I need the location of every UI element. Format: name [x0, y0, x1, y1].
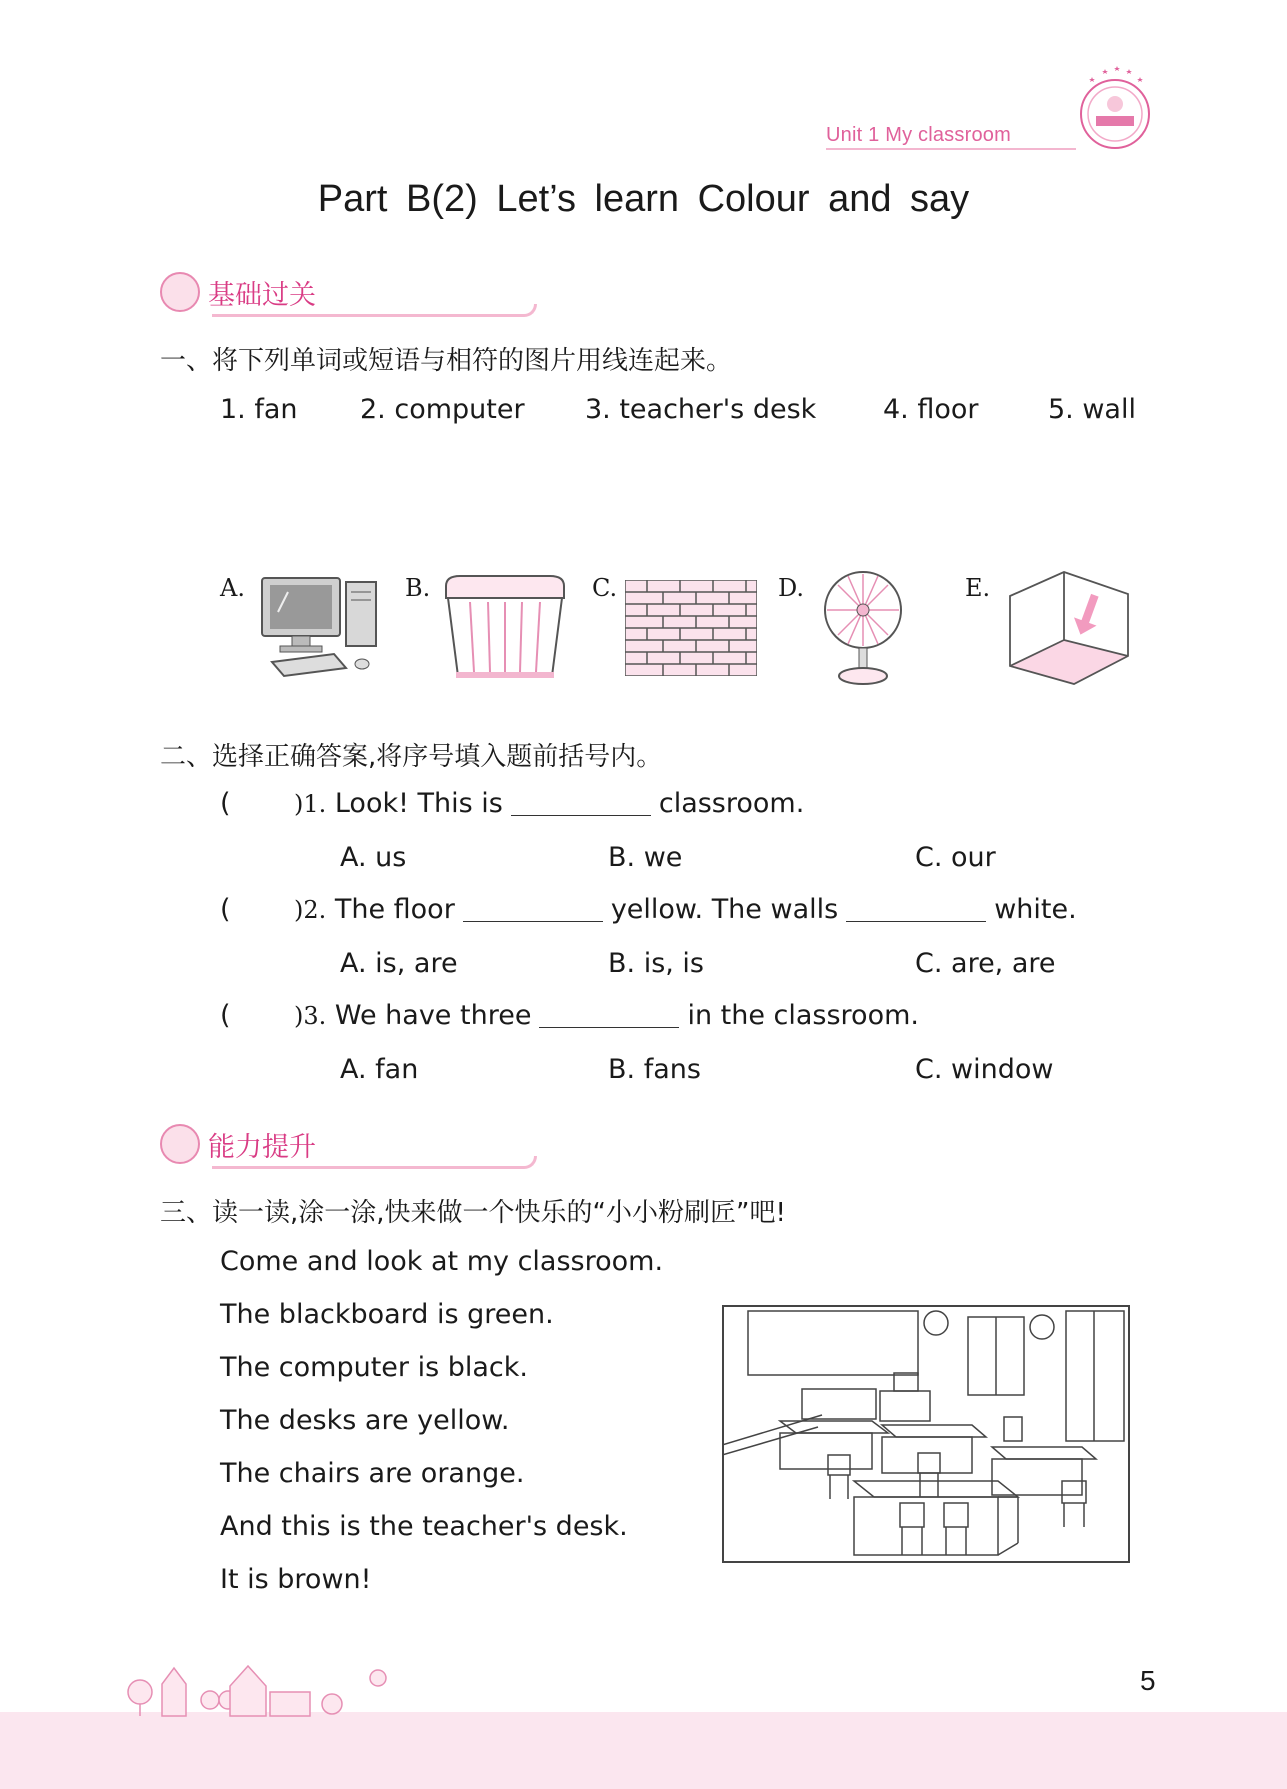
- footer-decoration-icon: [120, 1648, 390, 1718]
- q3-line-2: The blackboard is green.: [220, 1299, 554, 1330]
- q1-instruction: 一、将下列单词或短语与相符的图片用线连起来。: [160, 346, 733, 376]
- q3-line-7: It is brown!: [220, 1564, 372, 1595]
- q2-item-1-option-a[interactable]: A. us: [340, 842, 407, 873]
- teachers-desk-icon: [440, 572, 570, 682]
- q2-instruction: 二、选择正确答案,将序号填入题前括号内。: [160, 742, 663, 772]
- q3-line-3: The computer is black.: [220, 1352, 528, 1383]
- mascot-icon: [160, 272, 200, 312]
- pic-letter-c: C.: [592, 574, 618, 602]
- q1-word-3: 3. teacher's desk: [585, 394, 817, 425]
- floor-icon: [1008, 570, 1130, 686]
- answer-blank[interactable]: [463, 920, 603, 922]
- q2-item-1-option-b[interactable]: B. we: [608, 842, 683, 873]
- pic-letter-a: A.: [220, 574, 245, 602]
- q2-item-2-option-c[interactable]: C. are, are: [915, 948, 1056, 979]
- q1-word-5: 5. wall: [1048, 394, 1136, 425]
- q3-line-6: And this is the teacher's desk.: [220, 1511, 628, 1542]
- section-badge-advanced: [160, 1122, 316, 1166]
- q3-instruction: 三、读一读,涂一涂,快来做一个快乐的“小小粉刷匠”吧!: [160, 1198, 786, 1228]
- q2-item-2-option-a[interactable]: A. is, are: [340, 948, 458, 979]
- answer-blank[interactable]: [511, 814, 651, 816]
- section-title-advanced: 能力提升: [208, 1131, 316, 1163]
- brick-wall-icon: [625, 580, 757, 676]
- q3-line-5: The chairs are orange.: [220, 1458, 525, 1489]
- footer-band: [0, 1712, 1287, 1789]
- q2-item-3-question: )3. We have three in the classroom.: [294, 1000, 919, 1031]
- header-divider: [826, 148, 1076, 150]
- q2-item-1-paren[interactable]: (: [220, 788, 231, 819]
- q3-line-4: The desks are yellow.: [220, 1405, 510, 1436]
- badge-underline: [212, 304, 537, 317]
- q2-item-1-option-c[interactable]: C. our: [915, 842, 996, 873]
- q2-item-2-paren[interactable]: (: [220, 894, 231, 925]
- pic-letter-d: D.: [778, 574, 805, 602]
- q1-word-4: 4. floor: [883, 394, 979, 425]
- pic-letter-b: B.: [405, 574, 431, 602]
- q1-word-2: 2. computer: [360, 394, 525, 425]
- q3-line-1: Come and look at my classroom.: [220, 1246, 664, 1277]
- computer-icon: [258, 572, 388, 682]
- publisher-logo-icon: [1074, 64, 1156, 156]
- badge-underline: [212, 1156, 537, 1169]
- q2-item-3-option-b[interactable]: B. fans: [608, 1054, 701, 1085]
- q1-word-1: 1. fan: [220, 394, 298, 425]
- q2-item-3-option-c[interactable]: C. window: [915, 1054, 1054, 1085]
- q2-item-1-question: )1. Look! This is classroom.: [294, 788, 805, 819]
- unit-label: Unit 1 My classroom: [826, 124, 1011, 146]
- fan-icon: [818, 568, 908, 688]
- q2-item-2-question: )2. The floor yellow. The walls white.: [294, 894, 1077, 925]
- q2-item-2-option-b[interactable]: B. is, is: [608, 948, 704, 979]
- q2-item-3-paren[interactable]: (: [220, 1000, 231, 1031]
- answer-blank[interactable]: [846, 920, 986, 922]
- section-title-basic: 基础过关: [208, 279, 316, 311]
- page-number: 5: [1140, 1665, 1156, 1696]
- classroom-illustration-icon[interactable]: [722, 1305, 1130, 1563]
- mascot-icon: [160, 1124, 200, 1164]
- pic-letter-e: E.: [965, 574, 991, 602]
- page-title: Part B(2) Let’s learn Colour and say: [317, 178, 970, 220]
- section-badge-basic: [160, 270, 316, 314]
- answer-blank[interactable]: [539, 1026, 679, 1028]
- q2-item-3-option-a[interactable]: A. fan: [340, 1054, 419, 1085]
